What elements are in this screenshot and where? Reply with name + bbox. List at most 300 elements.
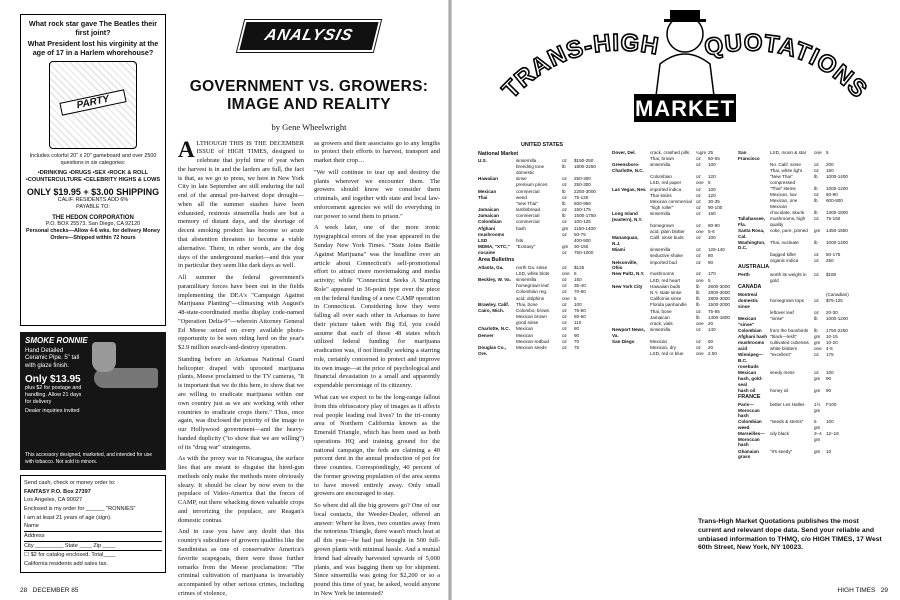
- market-description: white blotters: [770, 346, 798, 352]
- market-price: 100: [826, 369, 834, 375]
- market-description: lambsbread: [516, 207, 541, 213]
- paragraph: What can we expect to be the long-range fallout from this obfuscatory play of images as it affects real people leading real lives? In the tri-county area of Northern California known as the Emerald Triangle, which has been used as both operations HQ and training ground for the national campaign, the feds are claiming a 40 percent dent in the annual production of pot for three counties. Correspondingly, 40 percent of the former growing population of the area seems to have moved entirely away. Only small growers are encouraged to stay.: [314, 394, 440, 498]
- market-city: Mexican: [738, 369, 757, 375]
- order-quantity[interactable]: Enclosed is my order for ______ "RONNIES": [24, 505, 136, 512]
- market-price: 1800-2250: [574, 164, 596, 170]
- market-unit: oz: [814, 251, 819, 257]
- figure-illustration: [656, 10, 714, 96]
- market-unit: oz: [696, 327, 701, 333]
- market-description: Mexican: [650, 338, 668, 344]
- market-row: [478, 326, 606, 332]
- market-price: 70: [574, 338, 580, 344]
- market-unit: gm: [814, 387, 821, 393]
- market-row: [612, 247, 730, 253]
- paragraph: And in case you have any doubt that this country's subculture of growers qualifies like the Sandinistas as one of conservative America's favorite scapegoats, there were these further remarks from the Meese proclamation: "The criminal cultivation of marijuana is invariably accompanied by other serious crimes, including crimes of violence,: [178, 528, 304, 597]
- market-description: north Ga. sinse: [516, 264, 548, 270]
- market-row: [738, 334, 884, 340]
- market-price: 250-300: [574, 176, 591, 182]
- market-city: [612, 309, 648, 315]
- section-banner: ANALYSIS: [240, 22, 379, 50]
- market-row: [612, 290, 730, 296]
- order-company: FANTASY P.O. Box 27397: [24, 488, 91, 495]
- market-row: [612, 253, 730, 259]
- market-unit: oz: [814, 161, 819, 167]
- market-unit: one: [562, 270, 570, 276]
- market-price: 1000-1400: [826, 174, 848, 180]
- market-unit: oz: [562, 332, 567, 338]
- gameboard-image: [49, 61, 137, 149]
- market-price: 2600-3000: [708, 283, 730, 289]
- logo-arc-right: QUOTATIONS: [702, 29, 873, 104]
- market-row: [478, 195, 606, 201]
- trans-high-market-logo: [492, 4, 878, 124]
- market-price: 10-15: [826, 333, 838, 339]
- market-price: 1500-2000: [708, 302, 730, 308]
- market-row: [478, 226, 606, 232]
- market-unit: gm: [562, 244, 569, 250]
- market-row: [478, 283, 606, 289]
- market-city: [612, 223, 648, 229]
- market-description: "Ecstasy": [516, 244, 536, 250]
- market-description: better Les Halles: [770, 402, 805, 407]
- market-price: 90-100: [708, 205, 723, 211]
- market-city: Nelsonville, Ohio: [612, 259, 638, 271]
- market-description: Calif. sinse buds: [650, 235, 684, 241]
- market-row: [738, 150, 884, 161]
- market-price: 60: [708, 338, 714, 344]
- market-description: homegrown: [650, 223, 675, 229]
- market-price: 200: [826, 161, 834, 167]
- market-price: 10-20: [826, 340, 838, 346]
- market-city: Brawley, Calif.: [478, 301, 510, 307]
- market-description: cultivated cubensis: [770, 340, 809, 346]
- market-description: organic indica: [770, 257, 799, 263]
- market-description: "black—lesh": [770, 333, 798, 339]
- paragraph: as growers and their associates go to any lengths to protect their efforts to harvest, transport and market their crop…: [314, 139, 440, 165]
- ad-question-2: What President lost his virginity at the age of 17 in a Harlem whorehouse?: [27, 39, 159, 57]
- market-price: 20: [708, 345, 714, 351]
- market-description: Mexican brown: [516, 314, 547, 320]
- market-row: [478, 302, 606, 308]
- market-description: seductive shake: [650, 253, 683, 259]
- market-price: 75-80: [574, 307, 586, 313]
- order-city-field[interactable]: City _________ State ____ Zip ____: [24, 542, 162, 552]
- market-price: 75: [574, 345, 580, 351]
- market-price: 1500-1750: [574, 213, 596, 219]
- market-unit: one: [696, 180, 704, 186]
- market-row: [478, 238, 606, 244]
- market-description: leftover leaf: [770, 309, 794, 315]
- market-unit: one: [814, 150, 822, 155]
- ad-address: P.O. BOX 25573, San Diego, CA 92120: [45, 220, 141, 227]
- market-row: [478, 207, 606, 213]
- ad-question-1: What rock star gave The Beatles their first joint?: [28, 19, 158, 37]
- market-row: [612, 193, 730, 199]
- market-description: imported indica: [650, 186, 682, 192]
- market-row: [738, 174, 884, 185]
- market-row: [612, 345, 730, 351]
- market-description: hits: [516, 238, 524, 244]
- market-price: 1000-1400: [826, 239, 848, 245]
- page-number: 28: [20, 587, 28, 594]
- market-city: Jamaican: [478, 213, 499, 219]
- market-row: [612, 315, 730, 321]
- market-unit: oz: [562, 194, 567, 200]
- market-price: 1300-1800: [826, 210, 848, 216]
- market-row: [738, 198, 884, 209]
- market-city: New York City: [612, 283, 643, 289]
- market-row: [612, 351, 730, 357]
- order-address-field[interactable]: Address: [24, 532, 162, 542]
- market-description: homegrown leaf: [516, 283, 549, 289]
- market-city: [478, 283, 514, 289]
- market-column-2: [612, 142, 730, 357]
- market-row: [738, 388, 884, 394]
- market-price: 170: [708, 271, 716, 277]
- market-description: "seeds & stems": [770, 419, 804, 425]
- market-row: [478, 339, 606, 345]
- headline-line-2: IMAGE AND REALITY: [227, 96, 391, 114]
- market-price: 100: [826, 419, 834, 425]
- market-row: [738, 298, 884, 309]
- market-unit: oz: [814, 369, 819, 375]
- market-description: N.Y. state sinse: [650, 289, 682, 295]
- market-price: 5: [574, 295, 577, 301]
- market-row: [478, 176, 606, 182]
- market-unit: lb: [696, 296, 700, 302]
- market-city: [612, 193, 648, 199]
- market-description: Jamaican: [650, 314, 670, 320]
- market-row: [478, 345, 606, 356]
- paragraph: LTHOUGH THIS IS THE DECEMBER ISSUE of HIGH TIMES, designed to celebrate that joyful time of year when the harvest is in and the larders are full, the fact is that, as we go to press, we here in New York City in late September are still enduring the tail end of the annual pre-harvest dope drought—when all the summer stashes have been exhausted, resinous sinsemilla buds are but a memory of distant days, and the shortage of decent smoking product has become so acute that abstention threatens to become a viable alternative. There, in other words, are the dog days of the underground market—and this year in particular they seem like dark days as well.: [178, 139, 304, 270]
- market-description: imported bud: [650, 259, 677, 265]
- market-unit: oz: [562, 158, 567, 164]
- market-description: Thai, bone: [650, 308, 672, 314]
- market-city: Ghanaian grass: [738, 448, 759, 460]
- market-row: [478, 182, 606, 188]
- market-city: Afghani: [478, 225, 496, 231]
- market-city: Mexican: [478, 188, 497, 194]
- order-catalog-checkbox[interactable]: ☐ $2 for catalog enclosed. Total____: [24, 552, 116, 559]
- market-city: [612, 229, 648, 235]
- market-unit: one: [696, 277, 704, 283]
- market-unit: oz: [562, 345, 567, 351]
- market-price: 100: [708, 162, 716, 168]
- market-unit: oz: [814, 272, 819, 277]
- market-row: [478, 277, 606, 283]
- market-price: 150: [826, 167, 834, 173]
- market-row: [478, 201, 606, 207]
- market-description: Thai, white light: [770, 167, 802, 173]
- market-price: 140: [708, 327, 716, 333]
- market-footnote: Trans-High Market Quotations publishes the most current and relevant dope data. Send your reliable and unbiased information to THMQ, c/o HIGH TIMES, 17 West 60th Street, New York, NY 10023.: [698, 518, 882, 552]
- market-description: seedy mess: [770, 369, 795, 375]
- market-column-3: [738, 142, 884, 460]
- market-price: 50-75: [574, 231, 586, 237]
- market-city: Long Island (eastern), N.Y.: [612, 211, 643, 222]
- byline: by Gene Wheelwright: [271, 121, 347, 132]
- market-city: mushrooms: [738, 340, 765, 346]
- market-price: 175: [826, 352, 834, 358]
- market-rows-3: [738, 150, 884, 460]
- magazine-name: HIGH TIMES: [837, 587, 876, 594]
- market-unit: lb: [562, 200, 566, 206]
- market-unit: oz: [814, 297, 819, 303]
- market-description: Thai, brown: [650, 156, 675, 162]
- market-row: [612, 327, 730, 338]
- ad-orders: Personal checks—Allow 4-6 wks. for delivery Money Orders—Shipped within 72 hours: [26, 228, 160, 242]
- market-unit: oz: [696, 271, 701, 277]
- market-description: Florida panhandle: [650, 302, 687, 308]
- market-city: [738, 258, 768, 264]
- market-price: 1400-1800: [708, 314, 730, 320]
- market-description: coke, pure, pinned: [770, 228, 808, 234]
- market-city: [738, 192, 768, 198]
- market-city: [612, 205, 648, 211]
- market-unit: gm: [814, 448, 821, 454]
- market-row: [478, 232, 606, 238]
- market-row: [612, 260, 730, 271]
- drop-cap: A: [178, 136, 195, 162]
- market-description: crack, vials: [650, 320, 673, 326]
- market-unit: oz: [696, 223, 701, 229]
- market-city: [612, 180, 648, 186]
- market-unit: lb: [562, 164, 566, 170]
- market-description: No. Calif. sinse: [770, 161, 801, 167]
- market-description: good sinse: [516, 320, 539, 326]
- market-price: 160: [708, 211, 716, 217]
- market-description: commercial: [516, 188, 540, 194]
- market-city: San Francisco: [738, 150, 760, 161]
- market-row: [478, 250, 606, 256]
- market-price: 2800-3000: [708, 289, 730, 295]
- market-description: premium prices: [516, 182, 548, 188]
- market-description: Colombian reg.: [516, 289, 548, 295]
- market-description: "Thai" stems: [770, 185, 796, 191]
- market-price: 5: [826, 150, 829, 155]
- market-city: [612, 296, 648, 302]
- market-price: 110: [574, 320, 582, 326]
- market-city: New Paltz, N.Y.: [612, 271, 645, 277]
- market-description: LSD, red or blue: [650, 351, 684, 357]
- market-row: [738, 186, 884, 192]
- market-row: [612, 339, 730, 345]
- market-unit: one: [696, 320, 704, 326]
- market-description: sinsemilla: [650, 327, 671, 333]
- market-description: sinsemilla: [650, 211, 671, 217]
- market-description: "sinse": [770, 315, 784, 321]
- order-name-field[interactable]: Name: [24, 522, 162, 532]
- market-city: [738, 198, 768, 209]
- market-price: 600-950: [574, 200, 591, 206]
- market-description: sinse: [516, 176, 527, 182]
- market-unit: oz: [562, 207, 567, 213]
- market-row: [738, 346, 884, 352]
- market-description: [516, 232, 560, 238]
- market-row: [738, 168, 884, 174]
- pipe-ad-shipping: plus $2 for postage and handling. Allow 21 days for delivery: [25, 385, 82, 406]
- market-description: commercial: [516, 219, 540, 225]
- market-price: 80: [574, 326, 580, 332]
- market-price: 750-1000: [574, 250, 594, 256]
- market-description: mushrooms: [650, 271, 674, 277]
- market-price: 5: [708, 277, 711, 283]
- market-price: 1000-1200: [826, 315, 848, 321]
- market-description: LSD, red paper: [650, 180, 682, 186]
- right-page-footer: [838, 587, 888, 594]
- market-city: Perth: [738, 272, 750, 277]
- market-row: [478, 158, 606, 164]
- market-unit: oz: [562, 338, 567, 344]
- market-price: $75-125: [826, 297, 843, 303]
- market-unit: oz: [696, 259, 701, 265]
- market-city: [738, 310, 768, 316]
- market-city: [478, 271, 514, 277]
- market-price: 2.50: [708, 351, 717, 357]
- market-unit: oz: [696, 338, 701, 344]
- market-row: [478, 164, 606, 175]
- market-city: Beckley, W. Va.: [478, 276, 511, 282]
- gameboard-label: PARTY: [59, 89, 126, 115]
- market-row: [612, 321, 730, 327]
- market-row: [738, 340, 884, 346]
- market-description: Mexican, low: [770, 192, 797, 198]
- market-row: [612, 309, 730, 315]
- market-city: [738, 186, 768, 192]
- market-city: cocaine: [478, 250, 496, 256]
- paragraph: "We will continue to tear up and destroy the plants wherever we encounter them. The growers should know we consider them criminals, and together with state and local law-enforcement agencies we will do everything in our power to send them to prison.": [314, 168, 440, 220]
- market-city: Montreal: [738, 291, 758, 297]
- market-description: oily black: [770, 431, 789, 437]
- market-unit: lb: [814, 174, 818, 180]
- market-city: Douglas Co., Ore.: [478, 345, 507, 356]
- market-price: 35-40: [574, 283, 586, 289]
- market-city: mushrooms: [478, 231, 505, 237]
- market-unit: oz: [696, 345, 701, 351]
- market-row: [478, 219, 606, 225]
- ad-price: ONLY $19.95 + $3.00 SHIPPING: [26, 187, 160, 198]
- market-section-heading: National Market: [478, 150, 519, 157]
- paragraph: Standing before an Arkansas National Guard helicopter draped with uprooted marijuana plants, Meese proclaimed to the TV cameras, "It is important that we do this here, to show that we are willing to eradicate marijuana within our own country just as we are working with other countries to eradicate crops there." Thus, once again, was disclosed the priority of the image to our Hollywood government—and the heavy-handed duplicity ("to show that we are willing") of its "drug war" strategems.: [178, 355, 304, 451]
- market-city: [738, 210, 768, 216]
- market-description: Thai sticks: [650, 192, 672, 198]
- market-price: 125-140: [708, 247, 725, 253]
- market-city: [612, 345, 648, 351]
- pipe-ad-desc: Hand Detailed Ceramic Pipe. 5" tall with glaze finish.: [25, 347, 80, 369]
- market-row: [478, 308, 606, 314]
- market-description: Thai, bone: [516, 301, 538, 307]
- market-row: [612, 174, 730, 180]
- market-row: [738, 419, 884, 430]
- market-city: MDMA, "XTC,": [478, 244, 510, 250]
- market-description: Mexican: [516, 326, 534, 332]
- market-price: 60-90: [826, 192, 838, 198]
- market-row: [612, 150, 730, 156]
- market-row: [738, 210, 884, 216]
- market-description: Hawaiian buds: [650, 283, 681, 289]
- market-price: 150-175: [574, 207, 591, 213]
- market-row: [478, 314, 606, 320]
- market-price: 50-60: [574, 314, 586, 320]
- market-price: 90: [708, 259, 714, 265]
- market-city: [478, 314, 514, 320]
- market-unit: oz: [814, 216, 819, 222]
- market-row: [738, 192, 884, 198]
- market-unit: oz: [696, 253, 701, 259]
- market-description: hash: [516, 225, 526, 231]
- market-price: 90: [826, 376, 832, 382]
- market-price: 20-30: [826, 309, 838, 315]
- ad-categories: •DRINKING •DRUGS •SEX •ROCK & ROLL •COUNTERCULTURE •CELEBRITY HIGHS & LOWS: [25, 169, 161, 183]
- market-price: 100-125: [574, 219, 591, 225]
- market-row: [738, 162, 884, 168]
- market-price: 1150-1400: [574, 225, 596, 231]
- market-unit: oz: [562, 320, 567, 326]
- market-description: acid, plain blotter: [650, 229, 685, 235]
- market-city: Santa Rosa, Cal.: [738, 228, 765, 239]
- market-price: 20: [708, 320, 714, 326]
- market-price: 25: [708, 150, 714, 155]
- market-row: [612, 235, 730, 246]
- market-city: Cairo, Mich.: [478, 307, 505, 313]
- market-unit: lb: [696, 289, 700, 295]
- market-row: [478, 213, 606, 219]
- market-price: 250: [826, 257, 834, 263]
- svg-text:QUOTATIONS: [702, 29, 872, 103]
- market-description: [770, 292, 812, 298]
- market-description: from the boonbirds: [770, 327, 809, 333]
- market-price: 4-5: [826, 346, 833, 352]
- market-price: 1450-1550: [826, 228, 848, 234]
- market-row: [478, 333, 606, 339]
- market-row: [478, 271, 606, 277]
- market-unit: oz: [696, 198, 701, 204]
- market-description: worth its weight in gold: [770, 272, 807, 283]
- market-unit: oz: [562, 219, 567, 225]
- market-unit: oz: [696, 308, 701, 314]
- market-price: $125: [574, 264, 585, 270]
- market-description: honey oil: [770, 387, 789, 393]
- market-unit: gm: [562, 225, 569, 231]
- logo-arc-left: TRANS-HIGH: [497, 29, 662, 104]
- market-section-heading: CANADA: [738, 284, 762, 291]
- market-unit: 1½ gm: [814, 402, 821, 413]
- market-row: [738, 240, 884, 251]
- market-city: [612, 290, 648, 296]
- market-city: [612, 302, 648, 308]
- market-price: 10: [826, 448, 832, 454]
- market-price: 75-120: [574, 194, 589, 200]
- market-unit: lb: [562, 213, 566, 219]
- market-description: Mexican, one Mexican: [770, 198, 798, 209]
- market-city: San Diego: [612, 338, 635, 344]
- market-unit: lb: [562, 188, 566, 194]
- market-unit: oz: [696, 211, 701, 217]
- market-unit: lb: [814, 239, 818, 245]
- market-row: [612, 284, 730, 290]
- market-unit: oz: [562, 314, 567, 320]
- market-description: Mexican, dry: [650, 345, 677, 351]
- market-unit: oz: [696, 156, 701, 162]
- market-city: Afghani hash: [738, 333, 768, 339]
- market-row: [478, 296, 606, 302]
- market-city: Paris—Moroccan hash: [738, 402, 760, 419]
- market-city: Marseilles—Moroccan hash: [738, 431, 765, 448]
- market-unit: oz: [562, 250, 567, 256]
- market-row: [738, 376, 884, 387]
- market-city: [738, 174, 768, 185]
- market-city: [612, 253, 648, 259]
